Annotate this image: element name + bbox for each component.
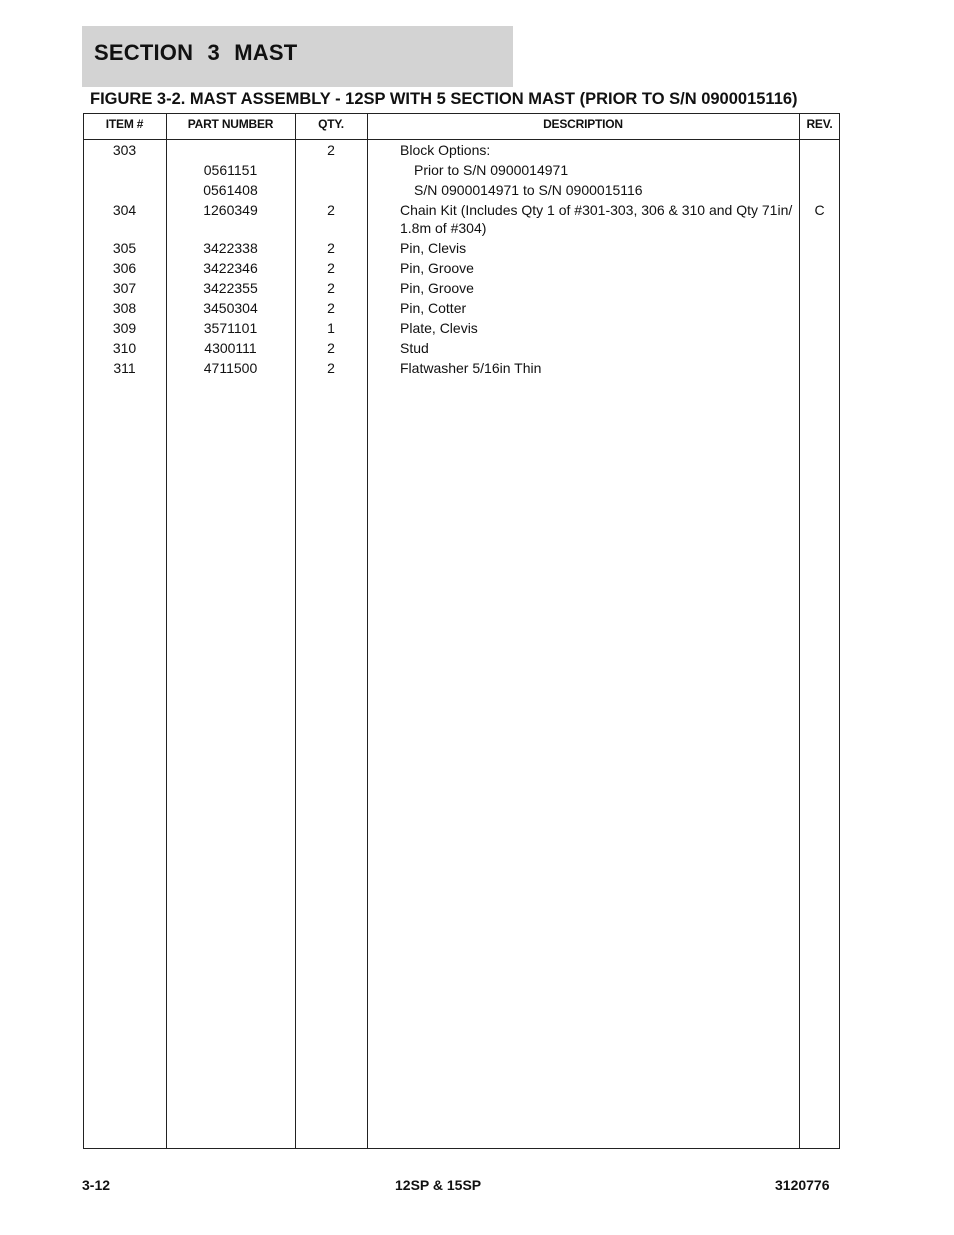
- column-header-item: ITEM #: [105, 117, 144, 131]
- table-row: [0, 357, 954, 377]
- quantity: 2: [327, 280, 335, 296]
- item-number: 303: [112, 142, 137, 158]
- description: Pin, Clevis: [400, 240, 467, 256]
- table-row: [0, 237, 954, 257]
- description: Prior to S/N 0900014971: [414, 162, 569, 178]
- part-number: 3450304: [203, 300, 258, 316]
- description: Block Options:: [400, 142, 491, 158]
- quantity: 2: [327, 340, 335, 356]
- description: Chain Kit (Includes Qty 1 of #301-303, 306 & 310 and Qty 71in/ 1.8m of #304): [400, 202, 793, 236]
- item-number: 306: [112, 260, 137, 276]
- description: Flatwasher 5/16in Thin: [400, 360, 542, 376]
- table-row: [0, 199, 954, 237]
- item-number: 304: [112, 202, 137, 218]
- quantity: 2: [327, 360, 335, 376]
- table-row: [0, 297, 954, 317]
- part-number: 1260349: [203, 202, 258, 218]
- column-header-description: DESCRIPTION: [543, 117, 623, 131]
- table-row: [0, 139, 954, 159]
- column-header-part-number: PART NUMBER: [187, 117, 274, 131]
- column-header-qty: QTY.: [318, 117, 344, 131]
- table-row: [0, 317, 954, 337]
- quantity: 2: [327, 202, 335, 218]
- quantity: 2: [327, 240, 335, 256]
- table-row: [0, 159, 954, 179]
- part-number: 4300111: [204, 340, 257, 356]
- document-number: 3120776: [775, 1177, 830, 1193]
- description: Stud: [400, 340, 429, 356]
- part-number: 3422355: [203, 280, 258, 296]
- table-body: [0, 139, 954, 377]
- table-row: [0, 277, 954, 297]
- section-title: SECTION 3 MAST: [94, 40, 298, 65]
- item-number: 309: [112, 320, 137, 336]
- item-number: 311: [113, 360, 136, 376]
- table-row: [0, 337, 954, 357]
- part-number: 3422346: [203, 260, 258, 276]
- column-header-rev: REV.: [806, 117, 833, 131]
- part-number: 4711500: [203, 360, 258, 376]
- table-row: [0, 257, 954, 277]
- quantity: 2: [327, 300, 335, 316]
- figure-title: FIGURE 3-2. MAST ASSEMBLY - 12SP WITH 5 SECTION MAST (PRIOR TO S/N 0900015116): [90, 90, 798, 108]
- description: Pin, Groove: [400, 280, 474, 296]
- part-number: 0561151: [203, 162, 258, 178]
- part-number: 0561408: [203, 182, 258, 198]
- table-row: [0, 179, 954, 199]
- part-number: 3571101: [203, 320, 258, 336]
- page-number: 3-12: [82, 1177, 111, 1193]
- description: Pin, Cotter: [400, 300, 467, 316]
- item-number: 307: [112, 280, 137, 296]
- item-number: 305: [112, 240, 137, 256]
- description: S/N 0900014971 to S/N 0900015116: [414, 182, 643, 198]
- item-number: 310: [112, 340, 137, 356]
- revision: C: [814, 202, 825, 218]
- model-name: 12SP & 15SP: [395, 1177, 482, 1193]
- quantity: 2: [327, 142, 335, 158]
- quantity: 2: [327, 260, 335, 276]
- description: Plate, Clevis: [400, 320, 478, 336]
- quantity: 1: [327, 320, 335, 336]
- item-number: 308: [112, 300, 137, 316]
- part-number: 3422338: [203, 240, 258, 256]
- description: Pin, Groove: [400, 260, 474, 276]
